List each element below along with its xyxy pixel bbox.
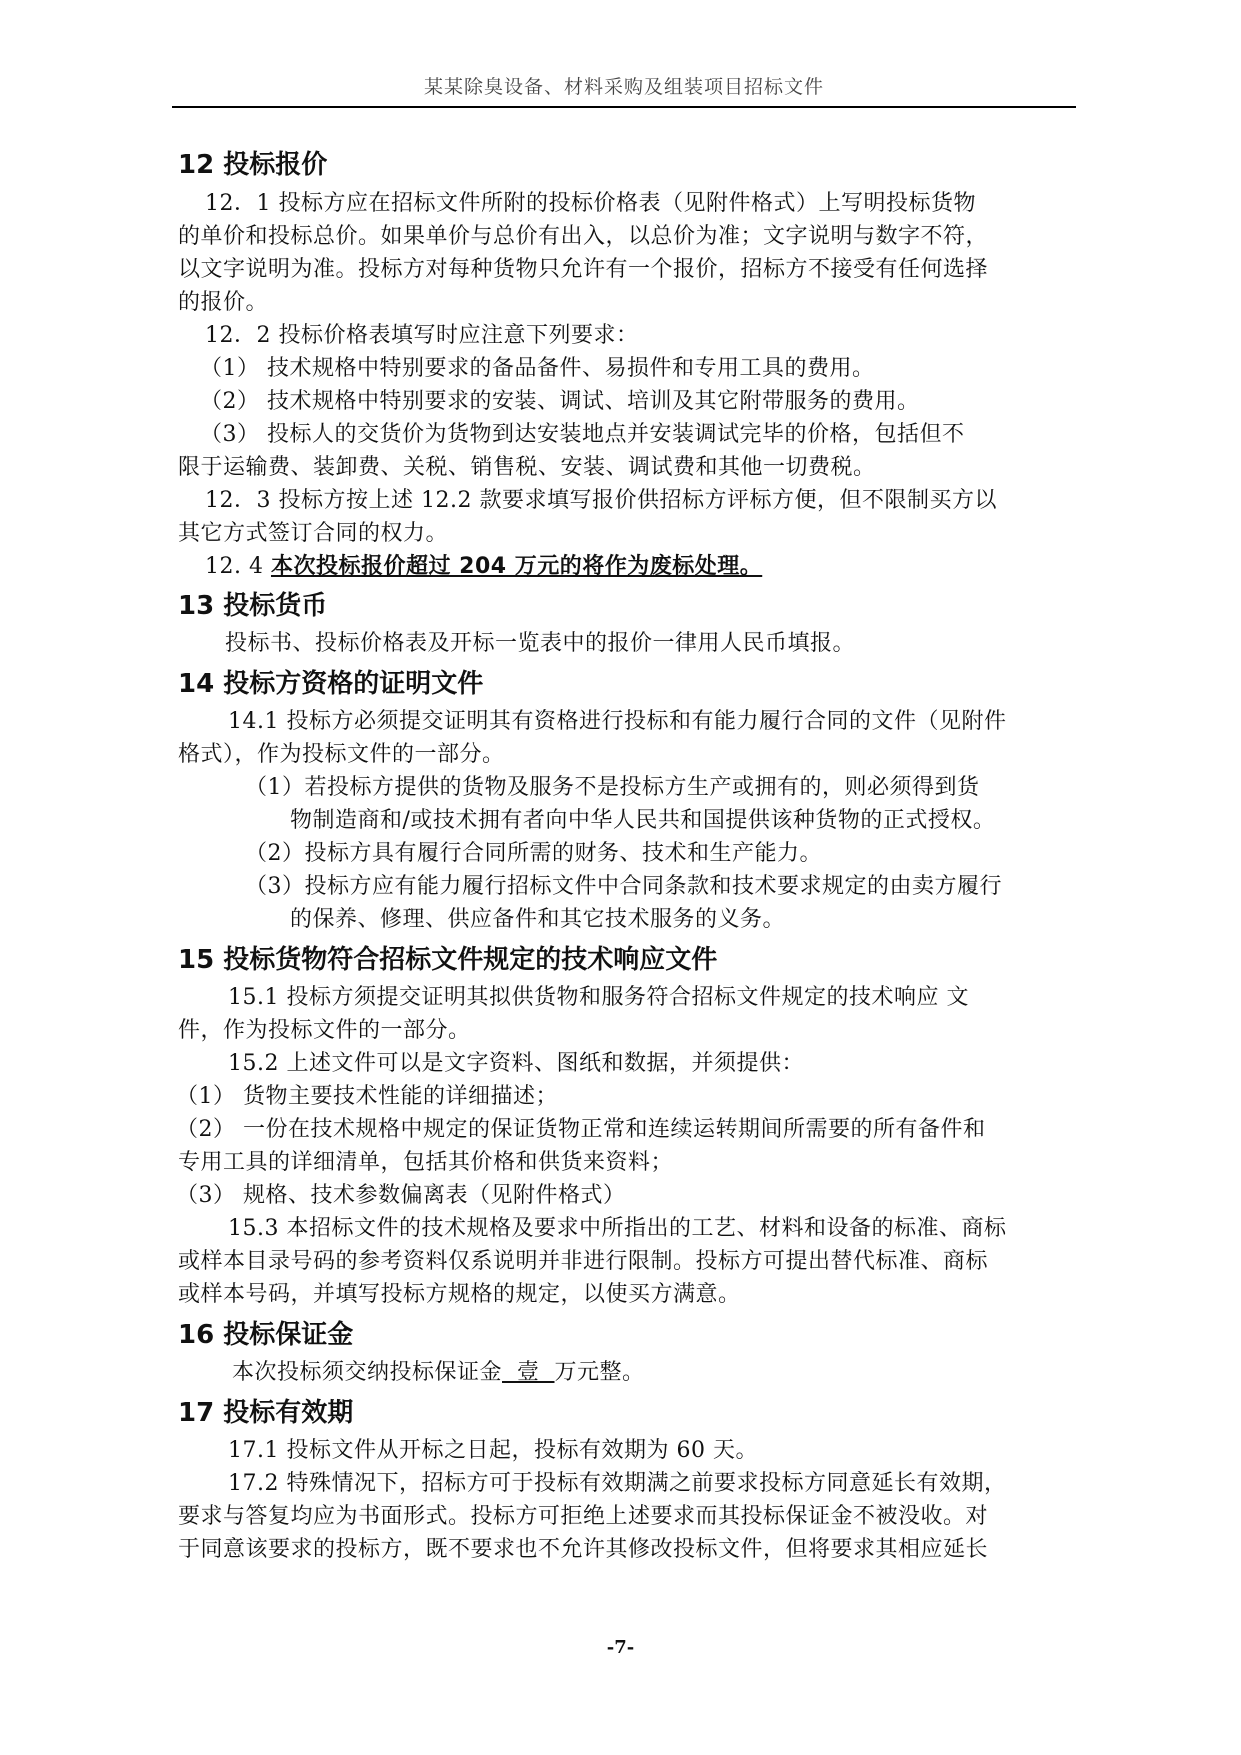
s12-item-4 [205,551,1105,583]
s15-line: 15.1 投标方须提交证明其拟供货物和服务符合招标文件规定的技术响应 文 [228,985,969,1010]
s12-item-4-notice: 本次投标报价超过 204 万元的将作为废标处理。 [270,554,763,579]
s12-line: 的单价和投标总价。如果单价与总价有出入，以总价为准；文字说明与数字不符， [178,224,989,249]
s12-line: 限于运输费、装卸费、关税、销售税、安装、调试费和其他一切费税。 [178,455,876,480]
s12-line: （3） 投标人的交货价为货物到达安装地点并安装调试完毕的价格，包括但不 [200,422,965,447]
s17-line: 于同意该要求的投标方，既不要求也不允许其修改投标文件，但将要求其相应延长 [178,1537,989,1562]
s17-line: 要求与答复均应为书面形式。投标方可拒绝上述要求而其投标保证金不被没收。对 [178,1504,989,1529]
s12-line: 12．1 投标方应在招标文件所附的投标价格表（见附件格式）上写明投标货物 [205,191,976,216]
section-13-title: 13 投标货币 [178,591,328,621]
s15-line: （3） 规格、技术参数偏离表（见附件格式） [176,1183,626,1208]
s12-line: （1） 技术规格中特别要求的备品备件、易损件和专用工具的费用。 [200,356,875,381]
s15-line: 或样本号码，并填写投标方规格的规定，以使买方满意。 [178,1282,741,1307]
s17-line: 17.2 特殊情况下，招标方可于投标有效期满之前要求投标方同意延长有效期， [228,1471,1007,1496]
section-15-title: 15 投标货物符合招标文件规定的技术响应文件 [178,945,718,975]
page-header [172,72,1076,108]
section-16-title: 16 投标保证金 [178,1320,354,1350]
section-14-title: 14 投标方资格的证明文件 [178,669,484,699]
page-number: -7- [606,1637,635,1658]
s14-line: 14.1 投标方必须提交证明其有资格进行投标和有能力履行合同的文件（见附件 [228,709,1007,734]
s15-line: 或样本目录号码的参考资料仅系说明并非进行限制。投标方可提出替代标准、商标 [178,1249,989,1274]
s12-line: 12．2 投标价格表填写时应注意下列要求： [205,323,639,348]
s16-deposit-unit: 万元整。 [554,1360,645,1385]
s12-line: 其它方式签订合同的权力。 [178,521,449,546]
s14-line: 物制造商和/或技术拥有者向中华人民共和国提供该种货物的正式授权。 [290,808,996,833]
s15-line: （2） 一份在技术规格中规定的保证货物正常和连续运转期间所需要的所有备件和 [176,1117,986,1142]
s13-line: 投标书、投标价格表及开标一览表中的报价一律用人民币填报。 [225,631,856,656]
s14-line: （2）投标方具有履行合同所需的财务、技术和生产能力。 [245,841,822,866]
s16-deposit-label: 本次投标须交纳投标保证金 [232,1360,503,1385]
s16-deposit-amount: 壹 [502,1360,555,1385]
header-text: 某某除臭设备、材料采购及组装项目招标文件 [423,76,824,98]
s17-line: 17.1 投标文件从开标之日起，投标有效期为 60 天。 [228,1438,758,1463]
s15-line: 专用工具的详细清单，包括其价格和供货来资料； [178,1150,674,1175]
s15-line: 15.2 上述文件可以是文字资料、图纸和数据，并须提供： [228,1051,804,1076]
s16-deposit-line [232,1357,1132,1389]
s12-line: 以文字说明为准。投标方对每种货物只允许有一个报价，招标方不接受有任何选择 [178,257,989,282]
s15-line: 件，作为投标文件的一部分。 [178,1018,471,1043]
s14-line: 格式），作为投标文件的一部分。 [178,742,505,767]
section-12-title: 12 投标报价 [178,150,328,180]
s12-item-4-number: 12. 4 [205,554,264,579]
s12-line: 的报价。 [178,290,269,315]
s12-line: 12．3 投标方按上述 12.2 款要求填写报价供招标方评标方便，但不限制买方以 [205,488,997,513]
s15-line: 15.3 本招标文件的技术规格及要求中所指出的工艺、材料和设备的标准、商标 [228,1216,1007,1241]
s15-line: （1） 货物主要技术性能的详细描述； [176,1084,558,1109]
s12-line: （2） 技术规格中特别要求的安装、调试、培训及其它附带服务的费用。 [200,389,920,414]
s14-line: 的保养、修理、供应备件和其它技术服务的义务。 [290,907,786,932]
s14-line: （3）投标方应有能力履行招标文件中合同条款和技术要求规定的由卖方履行 [245,874,1002,899]
s14-line: （1）若投标方提供的货物及服务不是投标方生产或拥有的，则必须得到货 [245,775,980,800]
section-17-title: 17 投标有效期 [178,1398,354,1428]
